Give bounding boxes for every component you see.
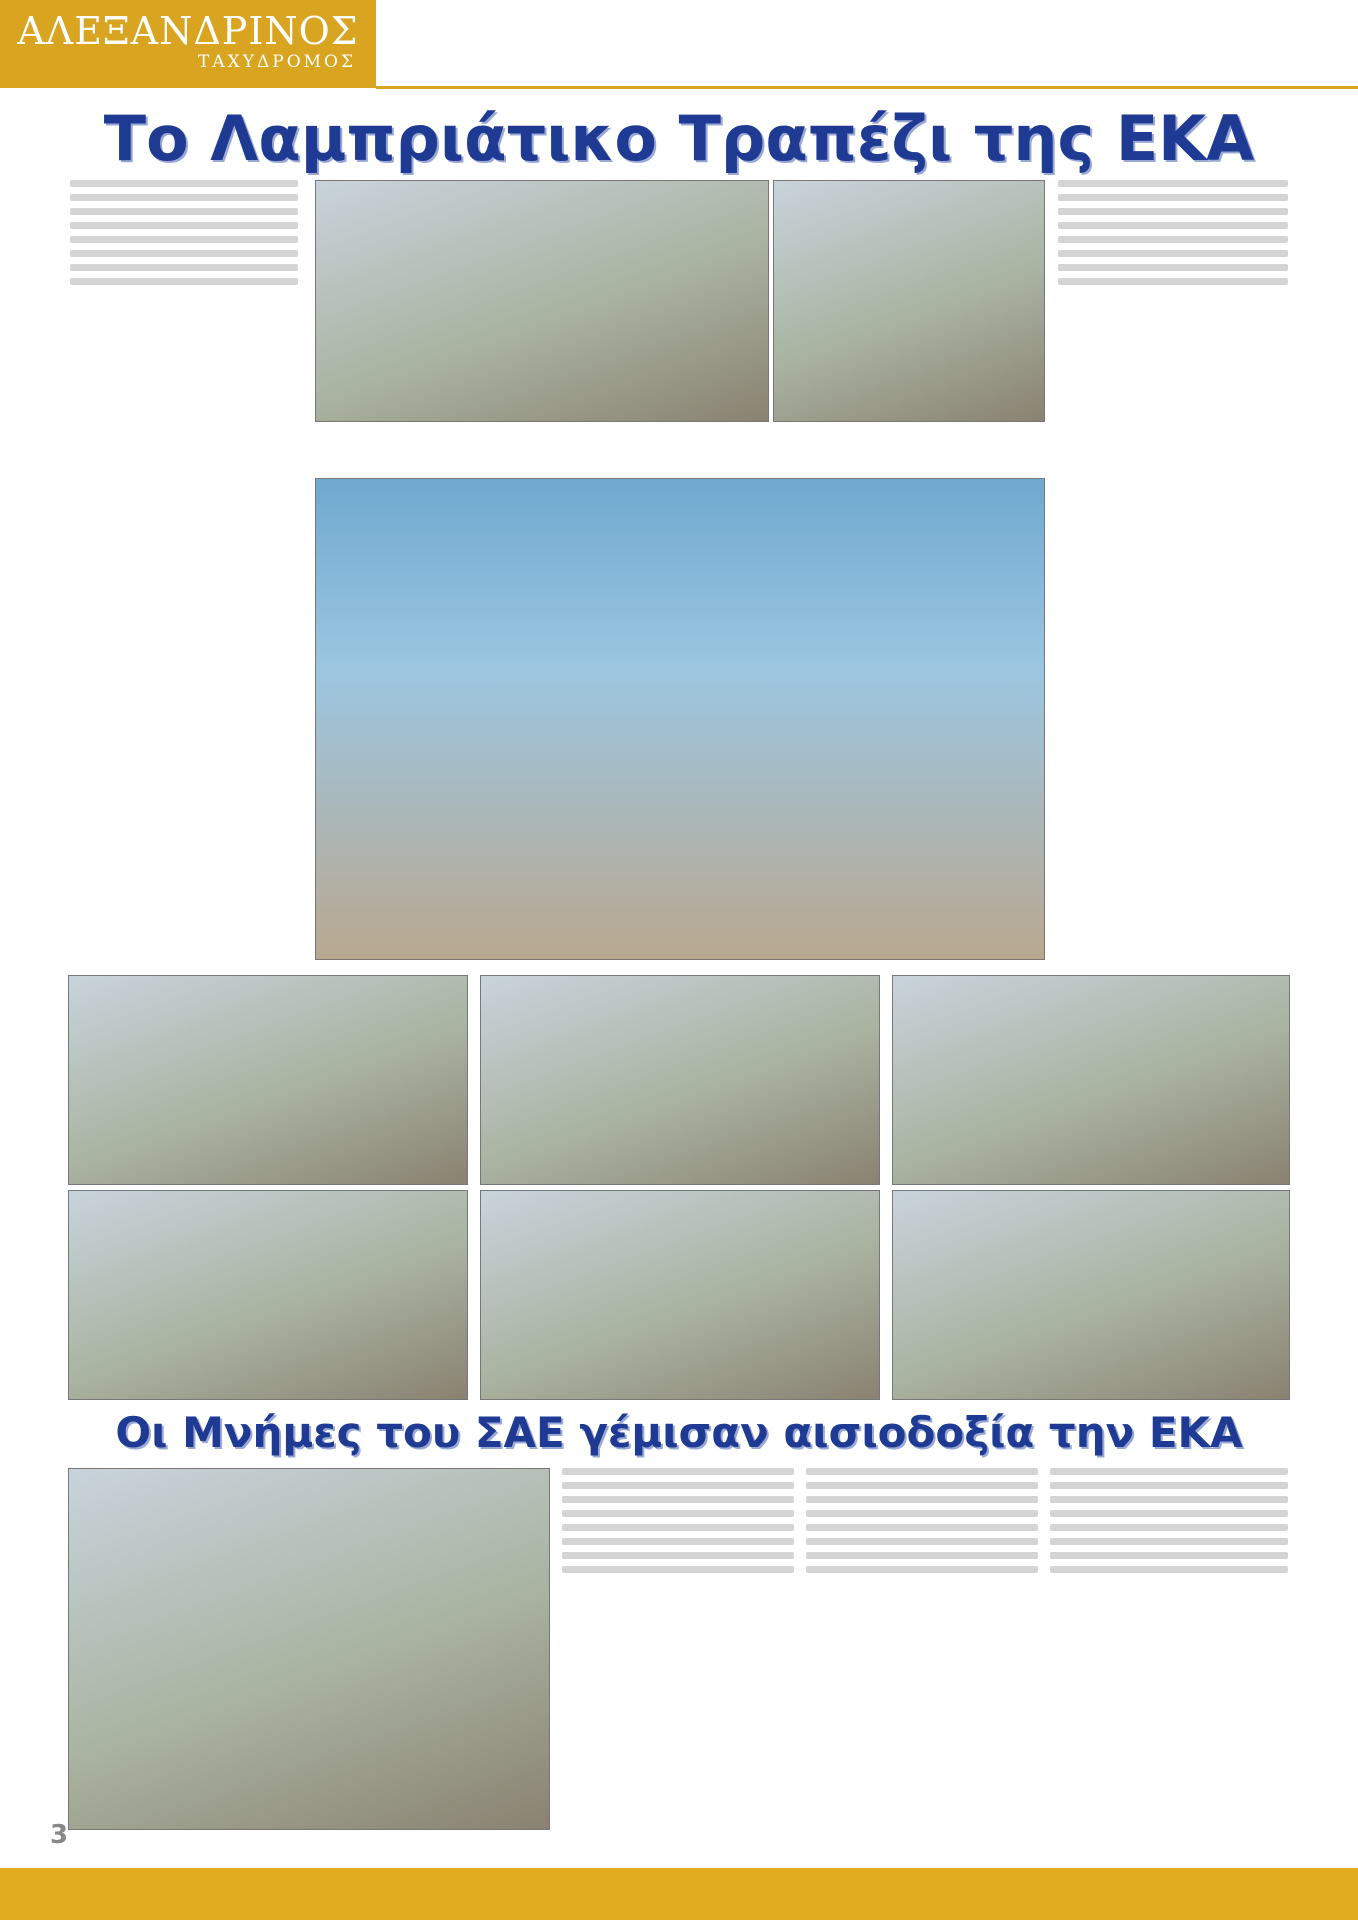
masthead-name: ΑΛΕΞΑΝΔΡΙΝΟΣ — [17, 9, 359, 53]
main-headline: Το Λαμπριάτικο Τραπέζι της ΕΚΑ — [103, 102, 1255, 175]
masthead — [0, 0, 376, 88]
photo-banquet-table — [315, 180, 769, 422]
photo-grid-4 — [68, 1190, 468, 1400]
article1-col1-placeholder — [70, 180, 298, 292]
article1-col4-placeholder — [1058, 180, 1288, 292]
photo-grid-3 — [892, 975, 1290, 1185]
page-number: 3 — [50, 1820, 69, 1850]
masthead-subtitle: ΤΑΧΥΔΡΟΜΟΣ — [198, 52, 356, 72]
photo-group-banner — [315, 478, 1045, 960]
photo-grid-1 — [68, 975, 468, 1185]
masthead-rule — [376, 86, 1358, 89]
article2-col3-placeholder — [1050, 1468, 1288, 1580]
photo-grid-2 — [480, 975, 880, 1185]
article2-col2-placeholder — [806, 1468, 1038, 1580]
photo-grid-5 — [480, 1190, 880, 1400]
photo-grid-6 — [892, 1190, 1290, 1400]
photo-speaker — [773, 180, 1045, 422]
photo-statue-group — [68, 1468, 550, 1830]
article2-col1-placeholder — [562, 1468, 794, 1580]
second-headline: Οι Μνήμες του ΣΑΕ γέμισαν αισιοδοξία την ΕΚΑ — [115, 1408, 1243, 1457]
footer-bar — [0, 1868, 1358, 1920]
